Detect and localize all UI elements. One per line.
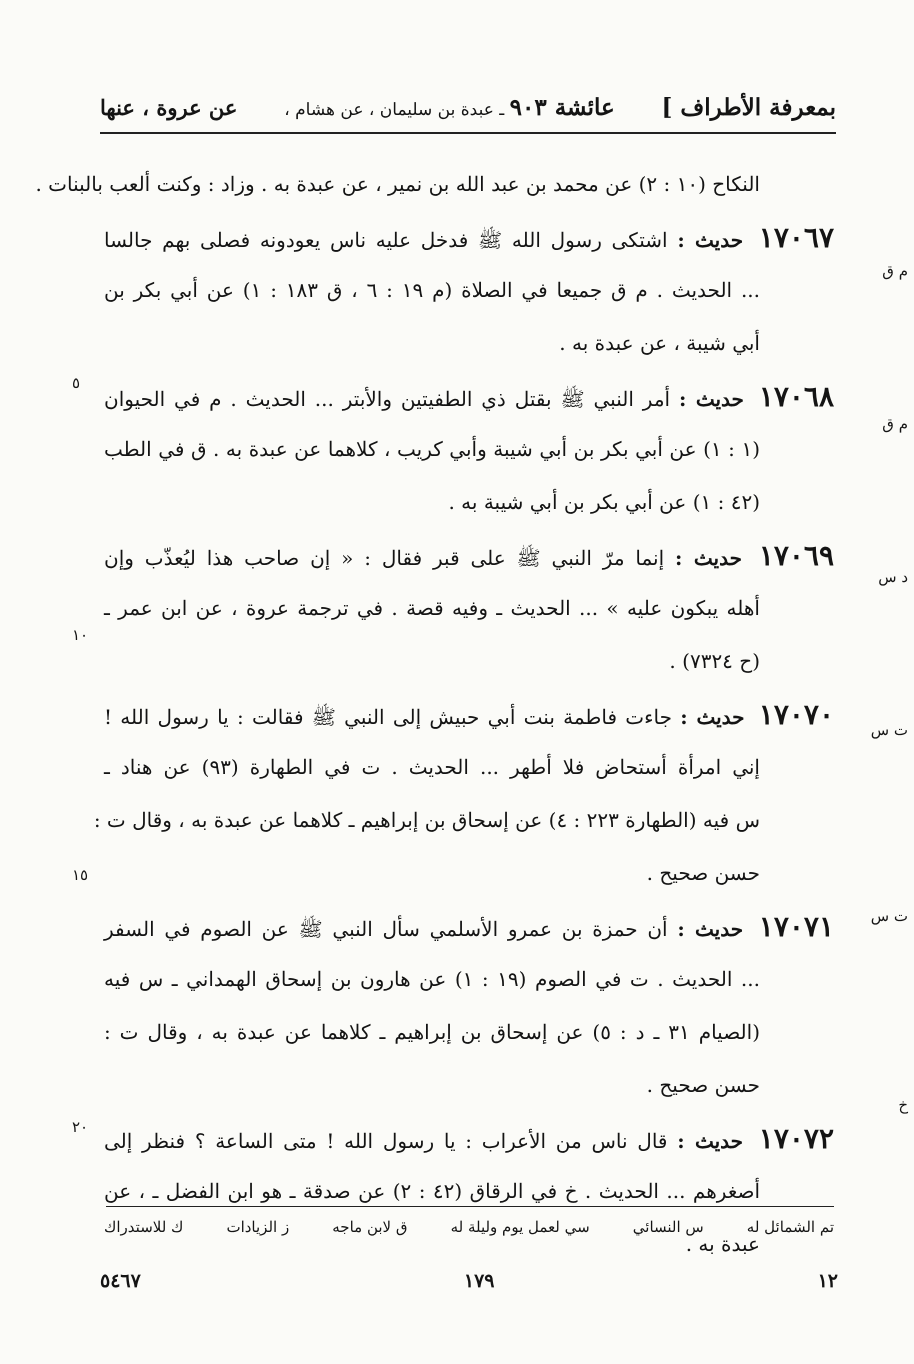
entry-text: أن حمزة بن عمرو الأسلمي سأل النبي ﷺ عن الصوم في السفر [104, 917, 668, 941]
hadith-keyword: حديث : [675, 546, 742, 570]
legend-item: سي لعمل يوم وليلة له [450, 1218, 590, 1236]
entry-number: ١٧٠٦٨ [758, 380, 835, 413]
volume-number: ١٢ [817, 1270, 838, 1292]
entry-text: قال ناس من الأعراب : يا رسول الله ! متى الساعة ؟ فنظر إلى [104, 1129, 668, 1153]
source-sigla: ت س [870, 907, 908, 925]
line-number: ١٠ [72, 626, 89, 644]
entry-text: جاءت فاطمة بنت أبي حبيش إلى النبي ﷺ فقالت : يا رسول الله ! [104, 705, 672, 729]
entry-17068-line2: (١ : ١) عن أبي بكر بن أبي شيبة وأبي كريب ، كلاهما عن عبدة به . ق في الطب [104, 437, 760, 461]
entry-number: ١٧٠٦٩ [758, 539, 835, 572]
legend-item: ق لابن ماجه [332, 1218, 408, 1236]
line-number: ١٥ [72, 866, 89, 884]
entry-17067-line2: ... الحديث . م ق جميعا في الصلاة (م ١٩ : ٦ ، ق ١٨٣ : ١) عن أبي بكر بن [104, 278, 761, 302]
footnote-divider [106, 1206, 834, 1207]
page-number: ١٧٩ [463, 1270, 495, 1292]
line-number: ٢٠ [72, 1118, 89, 1136]
hadith-keyword: حديث : [677, 1129, 744, 1153]
entry-17069-line1 [104, 529, 834, 582]
entry-17072-line3: عبدة به . [685, 1232, 760, 1256]
entry-17071-line2: ... الحديث . ت في الصوم (١٩ : ١) عن هارون بن إسحاق الهمداني ـ س فيه [104, 967, 760, 991]
entry-17069-line3: (ح ٧٣٢٤) . [669, 649, 760, 673]
entry-17071-line3: (الصيام ٣١ ـ د : ٥) عن إسحاق بن إبراهيم ـ كلاهما عن عبدة به ، وقال ت : [104, 1020, 761, 1044]
source-sigla: م ق [882, 415, 908, 433]
hadith-keyword: حديث : [677, 917, 744, 941]
running-header [100, 82, 836, 134]
source-sigla: م ق [882, 262, 908, 280]
legend-item: س النسائي [632, 1218, 704, 1236]
entry-text: اشتكى رسول الله ﷺ فدخل عليه ناس يعودونه فصلى بهم جالسا [104, 228, 668, 252]
header-narrator-name: عائشة ٩٠٣ [509, 93, 615, 121]
header-chain: ـ عبدة بن سليمان ، عن هشام ، [284, 99, 505, 120]
header-chain-end: عن عروة ، عنها [100, 94, 238, 120]
entry-number: ١٧٠٧٠ [758, 698, 834, 731]
entry-17070-line1 [104, 688, 834, 741]
source-sigla: خ [898, 1096, 908, 1114]
entry-number: ١٧٠٧٢ [758, 1122, 834, 1155]
running-count: ٥٤٦٧ [100, 1270, 141, 1292]
hadith-keyword: حديث : [677, 228, 744, 252]
entry-number: ١٧٠٦٧ [758, 221, 834, 254]
entry-17067-line1 [104, 211, 834, 264]
intro-line: النكاح (١٠ : ٢) عن محمد بن عبد الله بن نمير ، عن عبدة به . وزاد : وكنت ألعب بالبنات . [35, 172, 760, 196]
entry-text: إنما مرّ النبي ﷺ على قبر فقال : « إن صاحب هذا ليُعذّب وإن [104, 546, 665, 570]
entry-number: ١٧٠٧١ [758, 910, 834, 943]
header-book-title: بمعرفة الأطراف ] [661, 93, 836, 121]
legend-item: ك للاستدراك [104, 1218, 184, 1236]
entry-17067-line3: أبي شيبة ، عن عبدة به . [559, 331, 760, 355]
legend-item: ز الزيادات [226, 1218, 290, 1236]
entry-text: أمر النبي ﷺ بقتل ذي الطفيتين والأبتر ... الحديث . م في الحيوان [104, 387, 671, 411]
source-sigla: د س [878, 568, 908, 586]
entry-17071-line4: حسن صحيح . [646, 1073, 760, 1097]
legend-item: تم الشمائل له [746, 1218, 834, 1236]
entry-17070-line3: س فيه (الطهارة ٢٢٣ : ٤) عن إسحاق بن إبراهيم ـ كلاهما عن عبدة به ، وقال ت : [93, 808, 760, 832]
entry-17068-line1 [104, 370, 834, 423]
hadith-keyword: حديث : [678, 387, 744, 411]
footnote-legend [104, 1218, 834, 1236]
source-sigla: ت س [870, 721, 908, 739]
entry-17068-line3: (٤٢ : ١) عن أبي بكر بن أبي شيبة به . [448, 490, 760, 514]
entry-17070-line4: حسن صحيح . [646, 861, 760, 885]
line-number: ٥ [72, 374, 81, 392]
entry-17070-line2: إني امرأة أستحاض فلا أطهر ... الحديث . ت في الطهارة (٩٣) عن هناد ـ [104, 755, 760, 779]
entry-17071-line1 [104, 900, 834, 953]
entry-17072-line2: أصغرهم ... الحديث . خ في الرقاق (٤٢ : ٢) عن صدقة ـ هو ابن الفضل ـ ، عن [104, 1179, 761, 1203]
hadith-keyword: حديث : [680, 705, 745, 729]
entry-17072-line1 [104, 1112, 834, 1165]
page-footer [100, 1270, 838, 1292]
entry-17069-line2: أهله يبكون عليه » ... الحديث ـ وفيه قصة . في ترجمة عروة ، عن ابن عمر ـ [104, 596, 760, 620]
header-narrator [284, 94, 614, 121]
